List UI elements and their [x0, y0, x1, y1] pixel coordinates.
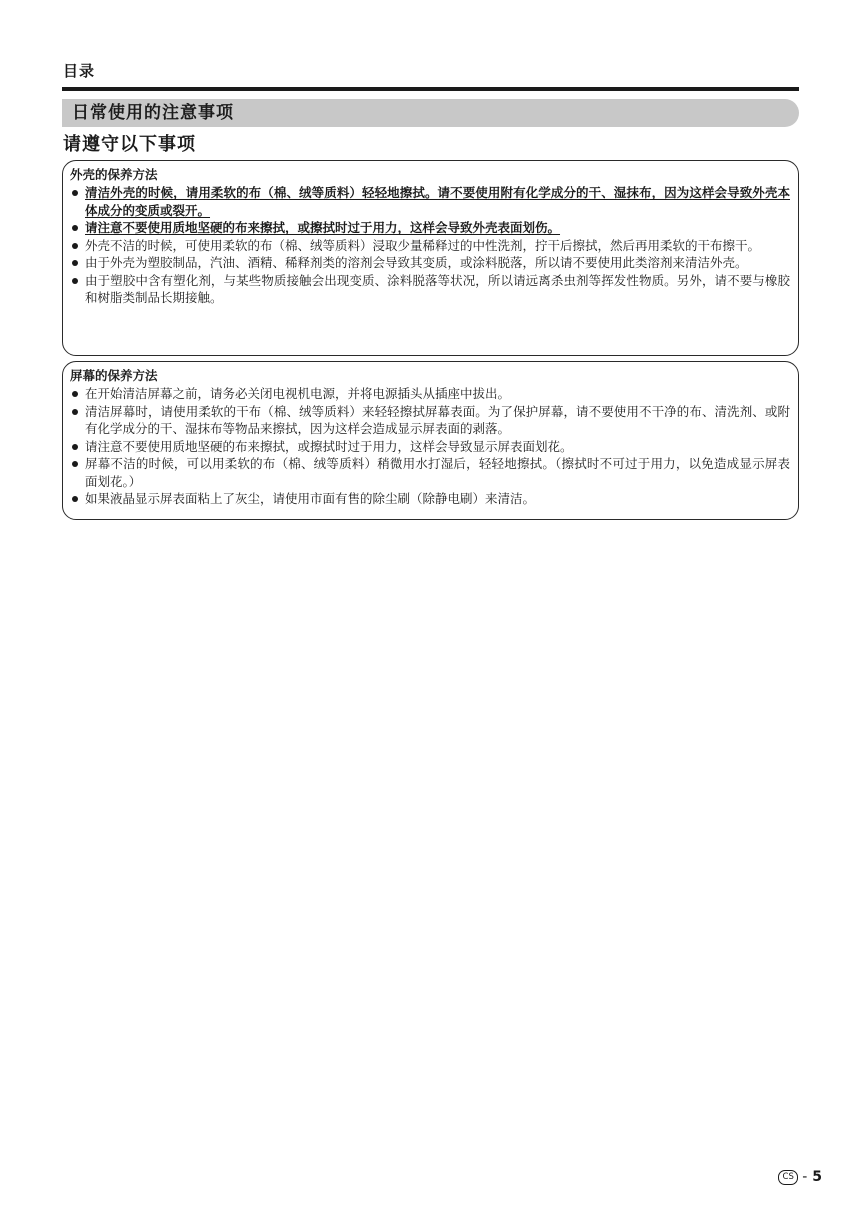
- screen-care-list: [70, 385, 790, 508]
- page-footer: [778, 1167, 822, 1187]
- list-item-text: 请注意不要使用质地坚硬的布来擦拭，或擦拭时过于用力，这样会导致外壳表面划伤。: [85, 220, 561, 235]
- exterior-care-box: [62, 160, 799, 356]
- list-item: [70, 219, 790, 237]
- list-item: [70, 438, 790, 456]
- exterior-care-list: [70, 184, 790, 307]
- screen-care-title: 屏幕的保养方法: [70, 368, 158, 383]
- page-header-label: 目录: [63, 62, 96, 80]
- list-item-text: 外壳不洁的时候，可使用柔软的布（棉、绒等质料）浸取少量稀释过的中性洗剂，拧干后擦拭，然后再用柔软的干布擦干。: [85, 237, 761, 253]
- list-item: [70, 385, 790, 403]
- section-subheading: 请遵守以下事项: [63, 134, 196, 155]
- list-item: [70, 403, 790, 438]
- list-item-text: 在开始清洁屏幕之前，请务必关闭电视机电源，并将电源插头从插座中拔出。: [85, 386, 511, 401]
- list-item: [70, 254, 790, 272]
- language-badge-icon: CS: [778, 1170, 798, 1185]
- exterior-care-title: 外壳的保养方法: [70, 167, 158, 182]
- footer-separator: -: [802, 1169, 808, 1185]
- section-title-bar: [62, 99, 799, 127]
- screen-care-box: [62, 361, 799, 520]
- list-item: [70, 455, 790, 490]
- list-item: [70, 184, 790, 219]
- header-rule: [62, 87, 799, 91]
- list-item-text: 如果液晶显示屏表面粘上了灰尘，请使用市面有售的除尘刷（除静电刷）来清洁。: [85, 491, 536, 506]
- list-item: [70, 490, 790, 508]
- list-item-text: 请注意不要使用质地坚硬的布来擦拭，或擦拭时过于用力，这样会导致显示屏表面划花。: [85, 438, 573, 454]
- section-title: 日常使用的注意事项: [72, 103, 234, 123]
- list-item: [70, 272, 790, 307]
- list-item-text: 清洁屏幕时，请使用柔软的干布（棉、绒等质料）来轻轻擦拭屏幕表面。为了保护屏幕，请不要使用不干净的布、清洗剂、或附有化学成分的干、湿抹布等物品来擦拭，因为这样会造成显示屏表面的剥落。: [85, 403, 790, 436]
- list-item-text: 由于塑胶中含有塑化剂，与某些物质接触会出现变质、涂料脱落等状况，所以请远离杀虫剂等挥发性物质。另外，请不要与橡胶和树脂类制品长期接触。: [85, 272, 790, 305]
- list-item-text: 清洁外壳的时候，请用柔软的布（棉、绒等质料）轻轻地擦拭。请不要使用附有化学成分的干、湿抹布，因为这样会导致外壳本体成分的变质或裂开。: [85, 185, 790, 218]
- list-item-text: 由于外壳为塑胶制品，汽油、酒精、稀释剂类的溶剂会导致其变质，或涂料脱落，所以请不要使用此类溶剂来清洁外壳。: [85, 255, 748, 270]
- page-number: 5: [812, 1169, 822, 1185]
- list-item-text: 屏幕不洁的时候，可以用柔软的布（棉、绒等质料）稍微用水打湿后，轻轻地擦拭。（擦拭时不可过于用力，以免造成显示屏表面划花。）: [85, 456, 790, 489]
- list-item: [70, 237, 790, 255]
